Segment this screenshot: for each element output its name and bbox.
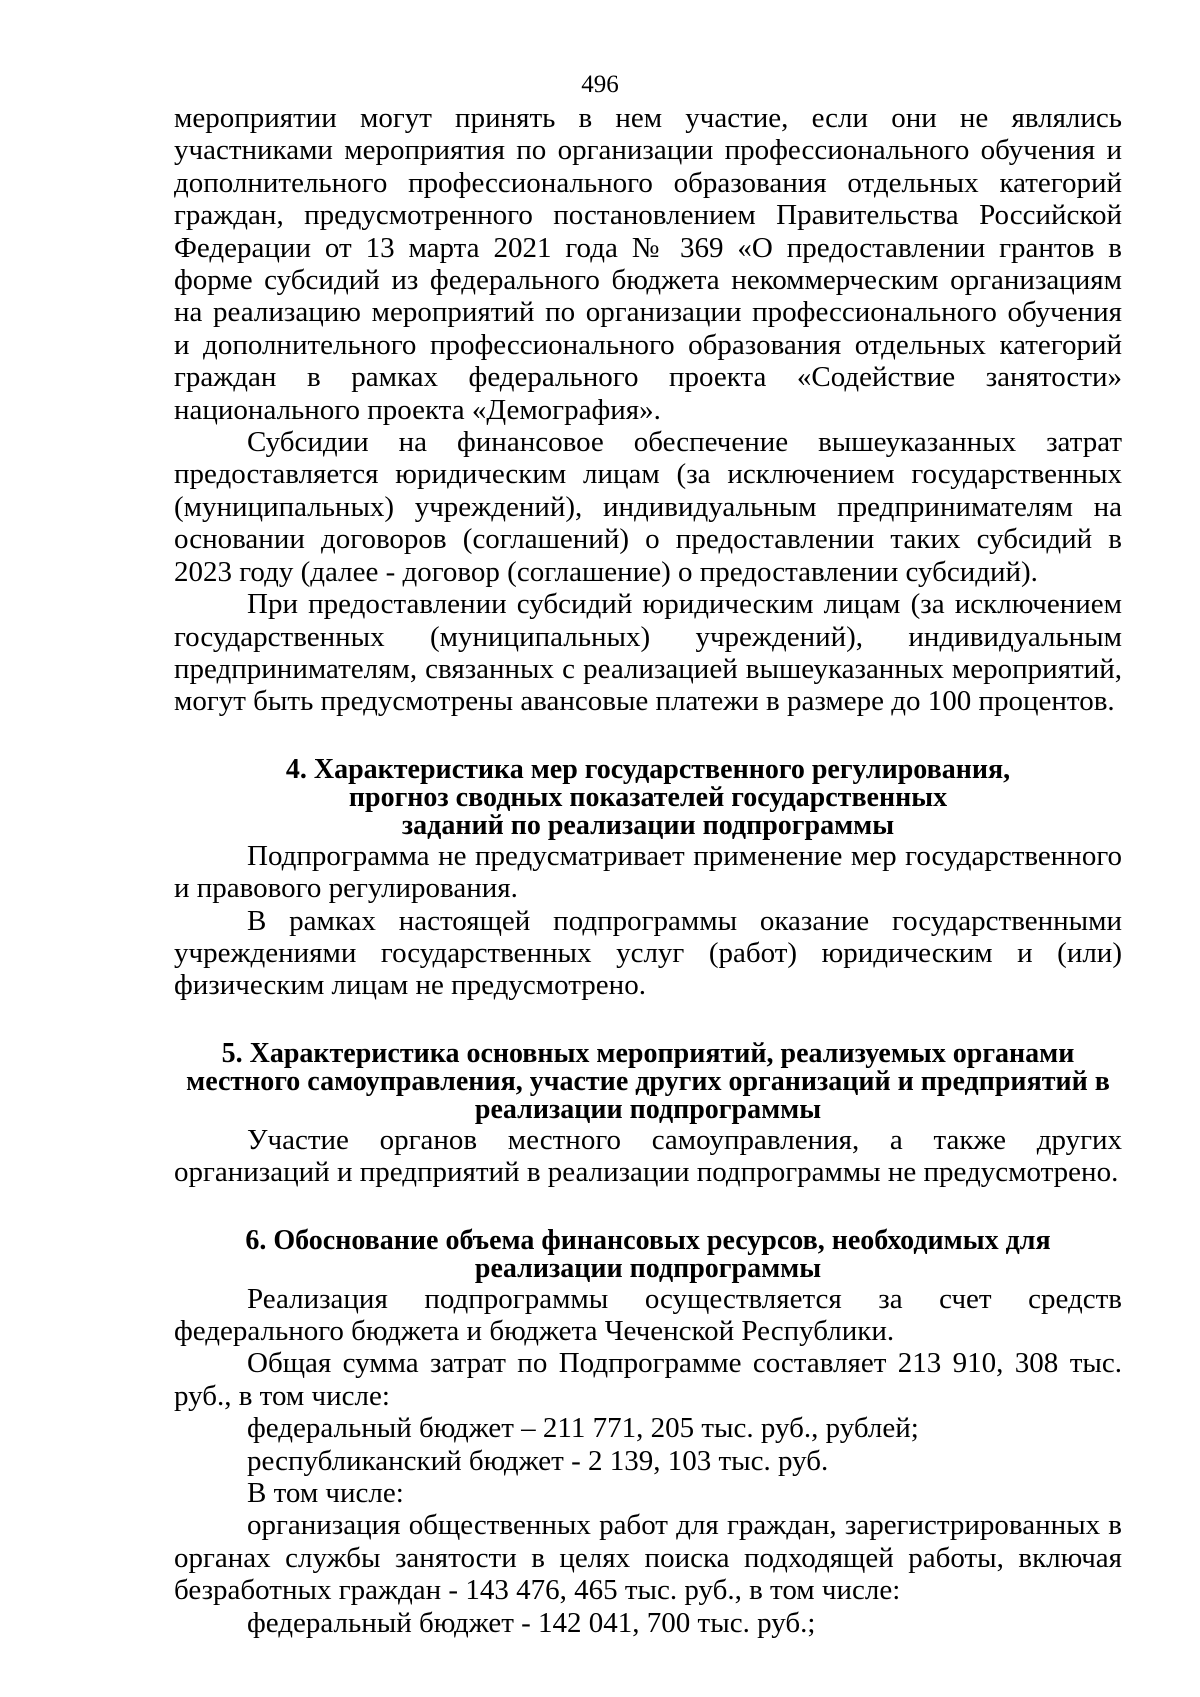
paragraph-continuation: мероприятии могут принять в нем участие, если они не являлись участниками мероприятия по организации профессионального обучения и дополнительного профессионального образования отдельных категорий граждан, предусмотренного постановлением Правительства Российской Федерации от 13 марта 2021 года № 369 «О предоставлении грантов в форме субсидий из федерального бюджета некоммерческим организациям на реализацию мероприятий по организации профессионального обучения и дополнительного профессионального образования отдельных категорий граждан в рамках федерального проекта «Содействие занятости» национального проекта «Демография». — [174, 102, 1122, 426]
section-6-paragraph: республиканский бюджет - 2 139, 103 тыс. руб. — [247, 1444, 829, 1477]
paragraph-subsidies: Субсидии на финансовое обеспечение вышеуказанных затрат предоставляется юридическим лицам (за исключением государственных (муниципальных) учреждений), индивидуальным предпринимателям на основании договоров (соглашений) о предоставлении таких субсидий в 2023 году (далее - договор (соглашение) о предоставлении субсидий). — [174, 426, 1122, 588]
section-6-paragraph: федеральный бюджет - 142 041, 700 тыс. руб.; — [247, 1606, 816, 1639]
section-5 — [174, 1037, 1122, 1189]
section-5-heading-line-3: реализации подпрограммы — [474, 1093, 822, 1125]
document-body — [174, 102, 1122, 1639]
page-number: 496 — [581, 71, 619, 98]
section-6-heading-line-1: 6. Обоснование объема финансовых ресурсов, необходимых для — [245, 1224, 1051, 1256]
section-4-paragraph: Подпрограмма не предусматривает применение мер государственного и правового регулирования. — [174, 839, 1122, 905]
section-6-paragraph: В том числе: — [247, 1477, 404, 1509]
section-4-heading-line-1: 4. Характеристика мер государственного регулирования, — [285, 753, 1011, 785]
section-6 — [174, 1224, 1122, 1639]
section-6-heading-line-2: реализации подпрограммы — [474, 1252, 822, 1284]
section-6-paragraph: Реализация подпрограммы осуществляется за счет средств федерального бюджета и бюджета Чеченской Республики. — [174, 1282, 1122, 1347]
section-4-heading-line-2: прогноз сводных показателей государственных — [348, 781, 948, 813]
section-6-paragraph: организация общественных работ для граждан, зарегистрированных в органах службы занятости в целях поиска подходящей работы, включая безработных граждан - 143 476, 465 тыс. руб., в том числе: — [174, 1509, 1122, 1607]
section-5-heading-line-1: 5. Характеристика основных мероприятий, реализуемых органами — [221, 1037, 1075, 1069]
section-4-heading-line-3: заданий по реализации подпрограммы — [401, 809, 895, 841]
section-5-paragraph: Участие органов местного самоуправления, а также других организаций и предприятий в реализации подпрограммы не предусмотрено. — [174, 1123, 1122, 1189]
section-4-paragraph: В рамках настоящей подпрограммы оказание государственными учреждениями государственных услуг (работ) юридическим и (или) физическим лицам не предусмотрено. — [174, 904, 1122, 1002]
paragraph-advance-payments: При предоставлении субсидий юридическим лицам (за исключением государственных (муниципальных) учреждений), индивидуальным предпринимателям, связанных с реализацией вышеуказанных мероприятий, могут быть предусмотрены авансовые платежи в размере до 100 процентов. — [174, 588, 1122, 718]
section-6-paragraph: федеральный бюджет – 211 771, 205 тыс. руб., рублей; — [247, 1412, 919, 1445]
section-4 — [174, 753, 1122, 1002]
section-5-heading-line-2: местного самоуправления, участие других организаций и предприятий в — [186, 1065, 1110, 1097]
section-6-paragraph: Общая сумма затрат по Подпрограмме составляет 213 910, 308 тыс. руб., в том числе: — [174, 1347, 1122, 1412]
